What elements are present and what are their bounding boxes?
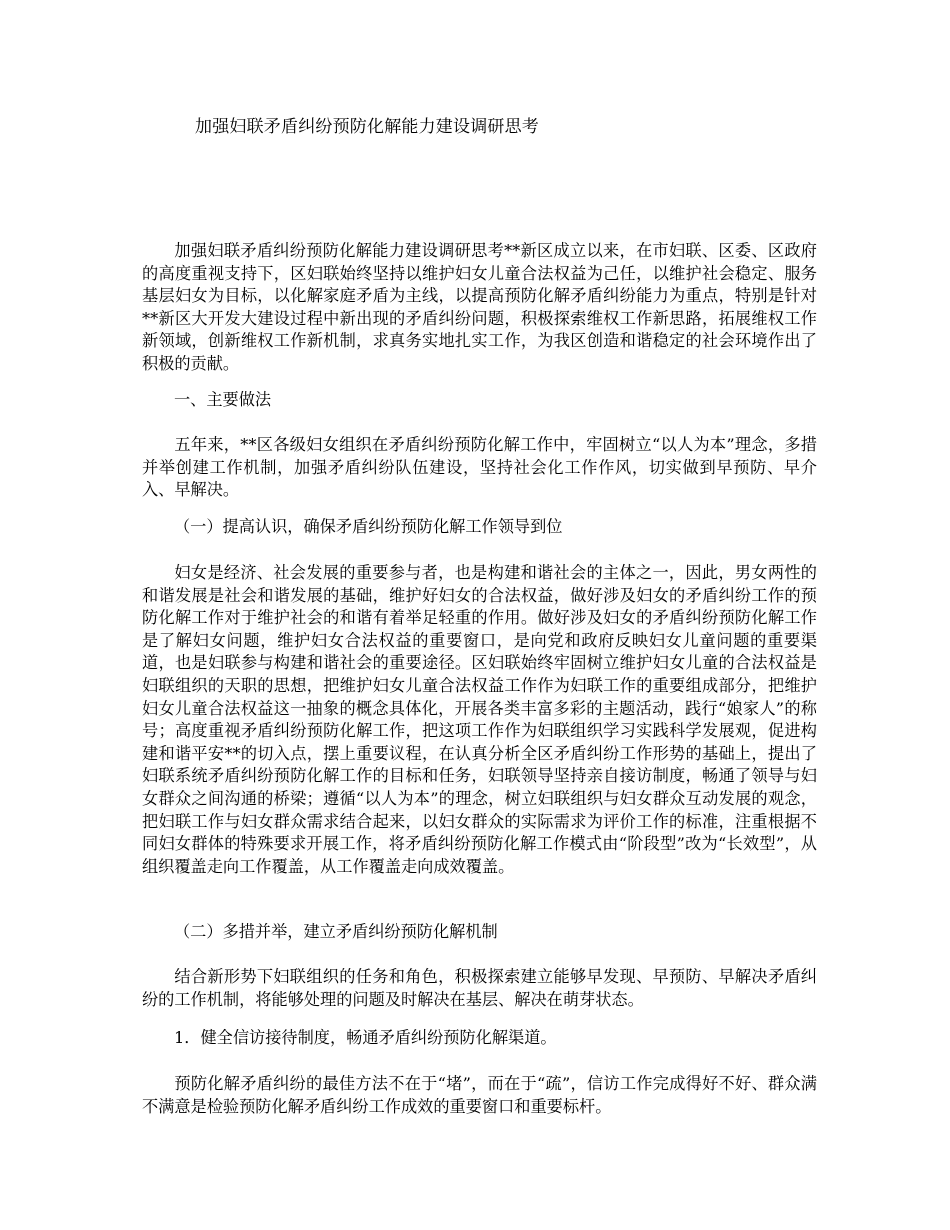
item-heading-1: 1．健全信访接待制度，畅通矛盾纠纷预防化解渠道。 [174,1028,557,1047]
section-heading-main-practices: 一、主要做法 [174,390,272,409]
subsection-heading-1: （一）提高认识，确保矛盾纠纷预防化解工作领导到位 [174,517,563,536]
subsection-heading-2: （二）多措并举，建立矛盾纠纷预防化解机制 [174,922,498,941]
document-title: 加强妇联矛盾纠纷预防化解能力建设调研思考 [195,117,539,137]
subsection-2-paragraph: 结合新形势下妇联组织的任务和角色，积极探索建立能够早发现、早预防、早解决矛盾纠纷的工作机制，将能够处理的问题及时解决在基层、解决在萌芽状态。 [142,967,817,1009]
intro-paragraph: 加强妇联矛盾纠纷预防化解能力建设调研思考**新区成立以来，在市妇联、区委、区政府的高度重视支持下，区妇联始终坚持以维护妇女儿童合法权益为己任，以维护社会稳定、服务基层妇女为目标，以化解家庭矛盾为主线，以提高预防化解矛盾纠纷能力为重点，特别是针对**新区大开发大建设过程中新出现的矛盾纠纷问题，积极探索维权工作新思路，拓展维权工作新领域，创新维权工作新机制，求真务实地扎实工作，为我区创造和谐稳定的社会环境作出了积极的贡献。 [142,241,817,373]
item-1-paragraph: 预防化解矛盾纠纷的最佳方法不在于“堵”，而在于“疏”，信访工作完成得好不好、群众满不满意是检验预防化解矛盾纠纷工作成效的重要窗口和重要标杆。 [142,1074,817,1116]
overview-paragraph: 五年来，**区各级妇女组织在矛盾纠纷预防化解工作中，牢固树立“以人为本”理念，多措并举创建工作机制，加强矛盾纠纷队伍建设，坚持社会化工作作风，切实做到早预防、早介入、早解决。 [142,435,817,500]
subsection-1-paragraph: 妇女是经济、社会发展的重要参与者，也是构建和谐社会的主体之一，因此，男女两性的和谐发展是社会和谐发展的基础，维护好妇女的合法权益，做好涉及妇女的矛盾纠纷工作的预防化解工作对于维护社会的和谐有着举足轻重的作用。做好涉及妇女的矛盾纠纷预防化解工作是了解妇女问题，维护妇女合法权益的重要窗口，是向党和政府反映妇女儿童问题的重要渠道，也是妇联参与构建和谐社会的重要途径。区妇联始终牢固树立维护妇女儿童的合法权益是妇联组织的天职的思想，把维护妇女儿童合法权益工作作为妇联工作的重要组成部分，把维护妇女儿童合法权益这一抽象的概念具体化，开展各类丰富多彩的主题活动，践行“娘家人”的称号；高度重视矛盾纠纷预防化解工作，把这项工作作为妇联组织学习实践科学发展观，促进构建和谐平安**的切入点，摆上重要议程，在认真分析全区矛盾纠纷工作形势的基础上，提出了妇联系统矛盾纠纷预防化解工作的目标和任务，妇联领导坚持亲自接访制度，畅通了领导与妇女群众之间沟通的桥梁；遵循“以人为本”的理念，树立妇联组织与妇女群众互动发展的观念，把妇联工作与妇女群众需求结合起来，以妇女群众的实际需求为评价工作的标准，注重根据不同妇女群体的特殊要求开展工作，将矛盾纠纷预防化解工作模式由“阶段型”改为“长效型”，从组织覆盖走向工作覆盖，从工作覆盖走向成效覆盖。 [142,563,817,876]
